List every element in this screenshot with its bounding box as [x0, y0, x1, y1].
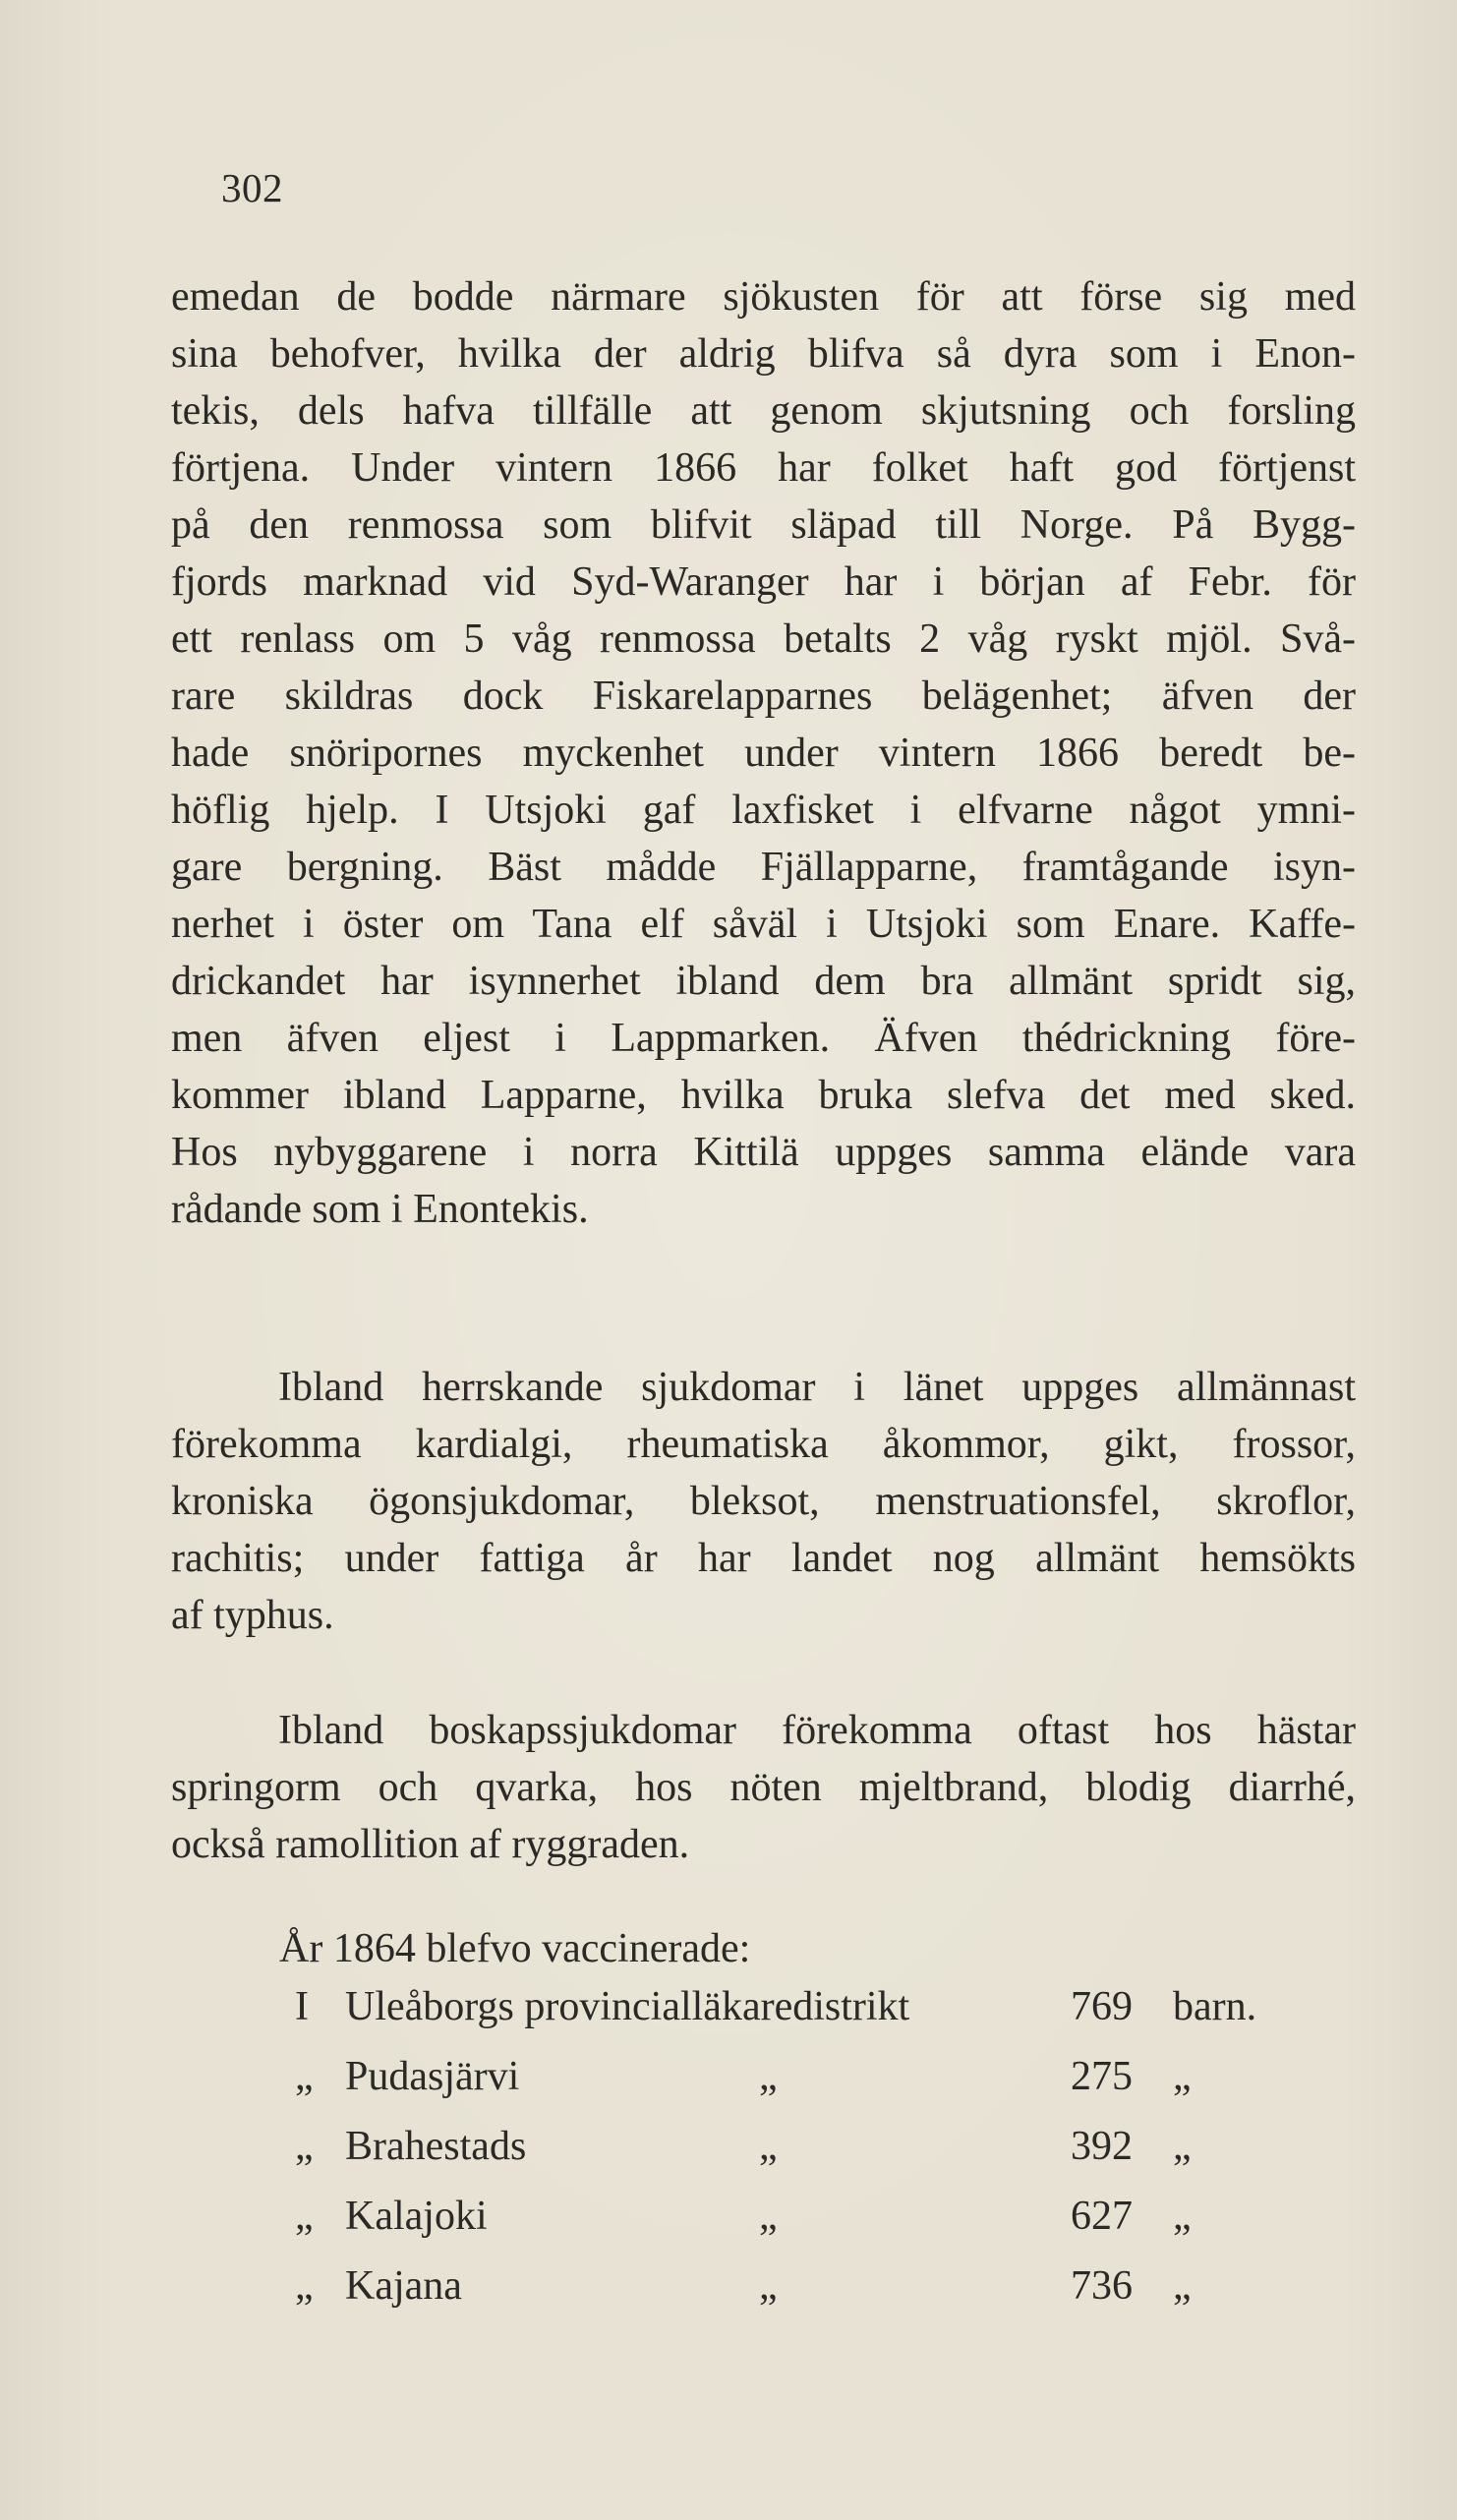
text-line: springorm och qvarka, hos nöten mjeltbrand, blodig diarrhé, [171, 1765, 1356, 1810]
text-line: Ibland herrskande sjukdomar i länet uppges allmännast [278, 1365, 1356, 1410]
text-line: sina behofver, hvilka der aldrig blifva så dyra som i Enon- [171, 331, 1356, 377]
district-name: Kajana [345, 2263, 462, 2309]
text-line: emedan de bodde närmare sjökusten för att förse sig med [171, 274, 1356, 320]
vaccination-row [295, 2188, 1278, 2257]
unit-label: barn. [1173, 1984, 1257, 2029]
ditto-mark: „ [759, 2124, 778, 2169]
vaccination-table [295, 1978, 1278, 2327]
page-number: 302 [221, 165, 283, 210]
ditto-mark: „ [1173, 2194, 1192, 2239]
ditto-mark: „ [295, 2263, 314, 2309]
text-line: rachitis; under fattiga år har landet nog allmänt hemsökts [171, 1536, 1356, 1581]
ditto-mark: „ [295, 2054, 314, 2099]
district-name: Pudasjärvi [345, 2054, 520, 2099]
row-prefix: I [295, 1984, 309, 2029]
text-line: af typhus. [171, 1593, 334, 1638]
text-line: kroniska ögonsjukdomar, bleksot, menstruationsfel, skroflor, [171, 1479, 1356, 1524]
ditto-mark: „ [759, 2054, 778, 2099]
text-line: höflig hjelp. I Utsjoki gaf laxfisket i elfvarne något ymni- [171, 788, 1356, 833]
text-line: kommer ibland Lapparne, hvilka bruka slefva det med sked. [171, 1073, 1356, 1118]
vaccination-count: 736 [1071, 2263, 1133, 2309]
ditto-mark: „ [759, 2194, 778, 2239]
vaccination-row [295, 1978, 1278, 2048]
paragraph-cattle-diseases [171, 1702, 1356, 1873]
text-line: förtjena. Under vintern 1866 har folket haft god förtjenst [171, 445, 1356, 491]
text-line: också ramollition af ryggraden. [171, 1822, 690, 1867]
vaccination-row [295, 2048, 1278, 2118]
text-line: Hos nybyggarene i norra Kittilä uppges samma elände vara [171, 1130, 1356, 1175]
ditto-mark: „ [1173, 2263, 1192, 2309]
text-line: men äfven eljest i Lappmarken. Äfven thédrickning före- [171, 1016, 1356, 1061]
ditto-mark: „ [295, 2124, 314, 2169]
text-line: rare skildras dock Fiskarelapparnes belägenhet; äfven der [171, 674, 1356, 719]
text-line: Ibland boskapssjukdomar förekomma oftast hos hästar [278, 1708, 1356, 1753]
paragraph-living-conditions [171, 268, 1356, 1238]
vaccination-heading: År 1864 blefvo vaccinerade: [279, 1926, 751, 1971]
ditto-mark: „ [1173, 2124, 1192, 2169]
text-line: fjords marknad vid Syd-Waranger har i början af Febr. för [171, 559, 1356, 605]
text-line: förekomma kardialgi, rheumatiska åkommor, gikt, frossor, [171, 1422, 1356, 1467]
text-line: drickandet har isynnerhet ibland dem bra allmänt spridt sig, [171, 959, 1356, 1004]
vaccination-row [295, 2257, 1278, 2327]
ditto-mark: „ [759, 2263, 778, 2309]
ditto-mark: „ [295, 2194, 314, 2239]
ditto-mark: „ [1173, 2054, 1192, 2099]
vaccination-count: 275 [1071, 2054, 1133, 2099]
text-line: hade snöripornes myckenhet under vintern 1866 beredt be- [171, 731, 1356, 776]
vaccination-count: 627 [1071, 2194, 1133, 2239]
vaccination-count: 769 [1071, 1984, 1133, 2029]
district-name: Brahestads [345, 2124, 527, 2169]
text-line: tekis, dels hafva tillfälle att genom skjutsning och forsling [171, 388, 1356, 434]
vaccination-count: 392 [1071, 2124, 1133, 2169]
text-line: nerhet i öster om Tana elf såväl i Utsjoki som Enare. Kaffe- [171, 902, 1356, 947]
district-name: Uleåborgs provincialläkaredistrikt [345, 1984, 910, 2029]
text-line: gare bergning. Bäst mådde Fjällapparne, framtågande isyn- [171, 845, 1356, 890]
text-line: rådande som i Enontekis. [171, 1187, 589, 1232]
text-line: på den renmossa som blifvit släpad till Norge. På Bygg- [171, 502, 1356, 548]
text-line: ett renlass om 5 våg renmossa betalts 2 våg ryskt mjöl. Svå- [171, 616, 1356, 662]
paragraph-diseases [171, 1359, 1356, 1644]
vaccination-row [295, 2118, 1278, 2188]
district-name: Kalajoki [345, 2194, 488, 2239]
